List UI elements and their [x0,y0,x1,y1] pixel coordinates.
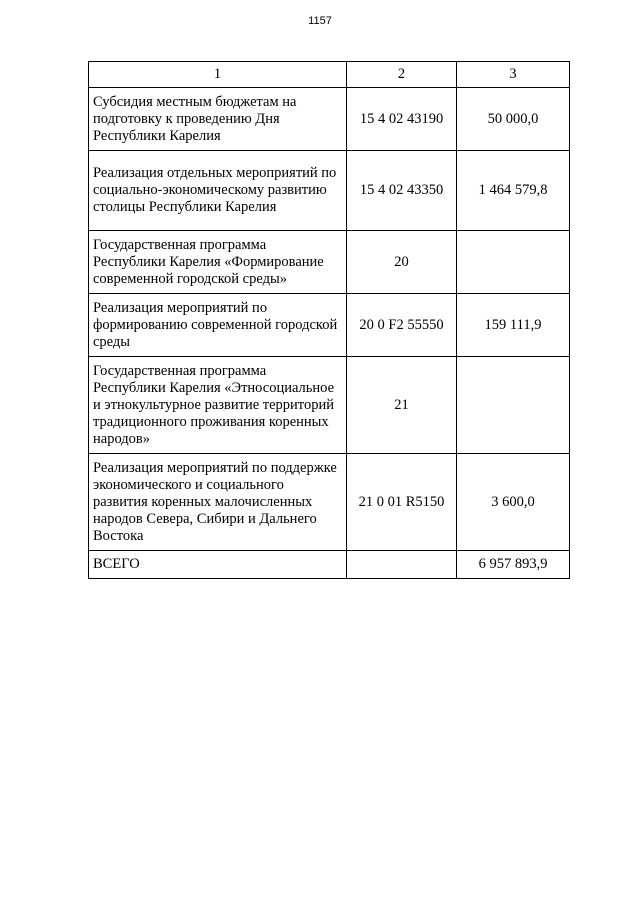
row-sum-cell: 1 464 579,8 [457,151,570,231]
table-header-row [89,62,570,88]
row-sum-cell: 159 111,9 [457,294,570,357]
budget-table [88,61,570,579]
row-code-cell: 21 [347,357,457,454]
table-row [89,88,570,151]
row-sum-cell: 3 600,0 [457,454,570,551]
row-name-cell: Субсидия местным бюджетам на подготовку к проведению Дня Республики Карелия [89,88,347,151]
row-name-cell: Реализация мероприятий по формированию современной городской среды [89,294,347,357]
total-label-cell: ВСЕГО [89,551,347,579]
total-code-cell [347,551,457,579]
table-row [89,231,570,294]
table-row [89,357,570,454]
row-name-cell: Реализация отдельных мероприятий по социально-экономическому развитию столицы Республики Карелия [89,151,347,231]
table-row [89,151,570,231]
row-name-cell: Государственная программа Республики Карелия «Формирование современной городской среды» [89,231,347,294]
row-sum-cell [457,231,570,294]
table-total-row [89,551,570,579]
table-row [89,294,570,357]
row-code-cell: 20 0 F2 55550 [347,294,457,357]
header-cell-2: 2 [347,62,457,88]
row-code-cell: 15 4 02 43190 [347,88,457,151]
header-cell-1: 1 [89,62,347,88]
page-number: 1157 [308,15,332,27]
row-code-cell: 20 [347,231,457,294]
row-sum-cell [457,357,570,454]
row-name-cell: Реализация мероприятий по поддержке экономического и социального развития коренных малочисленных народов Севера, Сибири и Дальнего Востока [89,454,347,551]
table-row [89,454,570,551]
row-name-cell: Государственная программа Республики Карелия «Этносоциальное и этнокультурное развитие территорий традиционного проживания коренных народов» [89,357,347,454]
total-sum-cell: 6 957 893,9 [457,551,570,579]
row-code-cell: 21 0 01 R5150 [347,454,457,551]
row-sum-cell: 50 000,0 [457,88,570,151]
header-cell-3: 3 [457,62,570,88]
row-code-cell: 15 4 02 43350 [347,151,457,231]
